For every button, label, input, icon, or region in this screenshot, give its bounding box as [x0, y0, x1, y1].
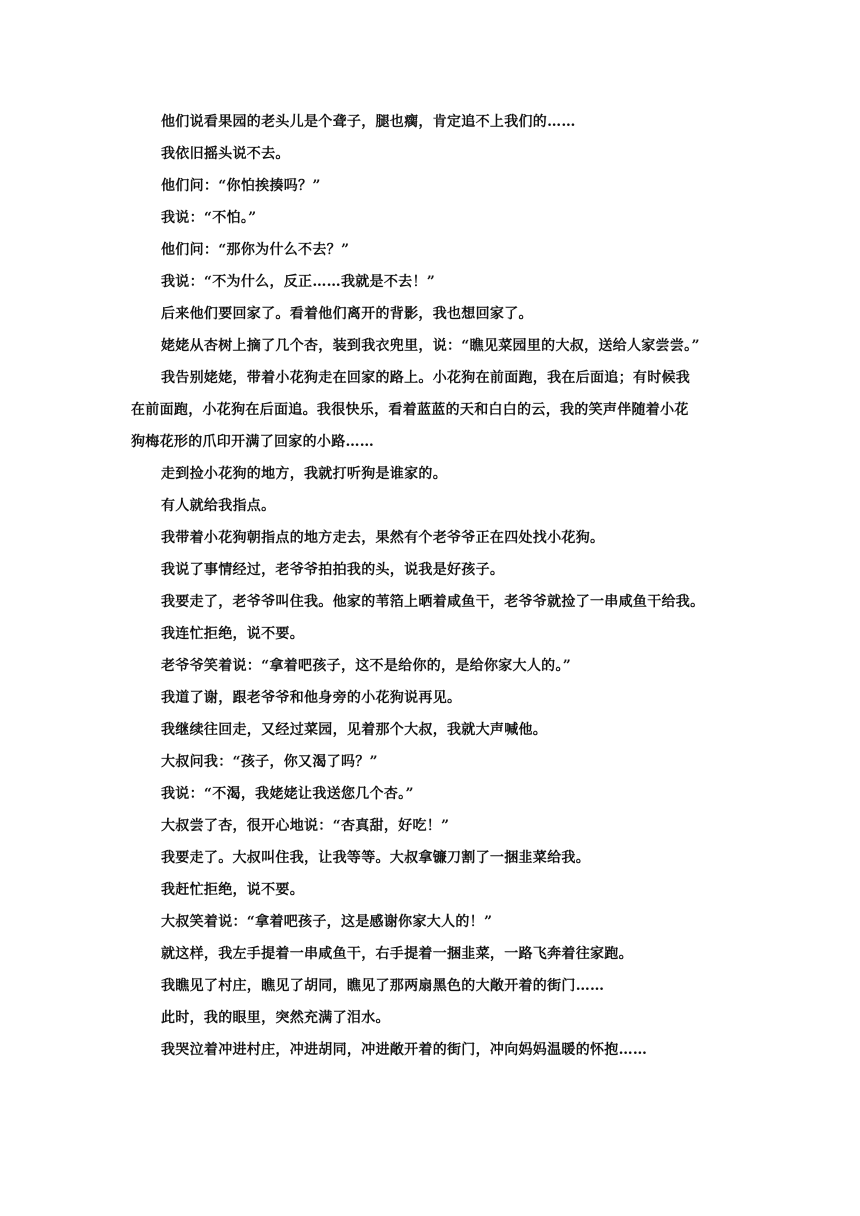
- paragraph: 我依旧摇头说不去。: [161, 146, 290, 162]
- paragraph: 大叔问我：“孩子，你又渴了吗？”: [161, 754, 378, 770]
- paragraph: 走到捡小花狗的地方，我就打听狗是谁家的。: [161, 466, 447, 482]
- paragraph: 后来他们要回家了。看着他们离开的背影，我也想回家了。: [161, 306, 533, 322]
- paragraph-line: 狗梅花形的爪印开满了回家的小路……: [131, 434, 375, 450]
- paragraph: 我继续往回走，又经过菜园，见着那个大叔，我就大声喊他。: [161, 722, 548, 738]
- paragraph: 我连忙拒绝，说不要。: [161, 626, 304, 642]
- paragraph-multiline: [131, 362, 736, 458]
- paragraph: 他们说看果园的老头儿是个聋子，腿也瘸，肯定追不上我们的……: [161, 114, 576, 130]
- paragraph: 他们问：“你怕挨揍吗？”: [161, 178, 321, 194]
- paragraph: 我哭泣着冲进村庄，冲进胡同，冲进敞开着的街门，冲向妈妈温暖的怀抱……: [161, 1042, 648, 1058]
- paragraph: 我要走了。大叔叫住我，让我等等。大叔拿镰刀割了一捆韭菜给我。: [161, 850, 590, 866]
- paragraph: 我赶忙拒绝，说不要。: [161, 882, 304, 898]
- paragraph-line: 我告别姥姥，带着小花狗走在回家的路上。小花狗在前面跑，我在后面追；有时候我: [161, 370, 691, 386]
- paragraph-line: 在前面跑，小花狗在后面追。我很快乐，看着蓝蓝的天和白白的云，我的笑声伴随着小花: [131, 402, 689, 418]
- paragraph: 我说：“不为什么，反正……我就是不去！”: [161, 274, 436, 290]
- paragraph: 我道了谢，跟老爷爷和他身旁的小花狗说再见。: [161, 690, 462, 706]
- paragraph: 我说了事情经过，老爷爷拍拍我的头，说我是好孩子。: [161, 562, 505, 578]
- paragraph: 有人就给我指点。: [161, 498, 276, 514]
- paragraph: 我说：“不怕。”: [161, 210, 257, 226]
- paragraph: 我带着小花狗朝指点的地方走去，果然有个老爷爷正在四处找小花狗。: [161, 530, 605, 546]
- paragraph: 此时，我的眼里，突然充满了泪水。: [161, 1010, 390, 1026]
- paragraph: 大叔笑着说：“拿着吧孩子，这是感谢你家大人的！”: [161, 914, 493, 930]
- paragraph: 我要走了，老爷爷叫住我。他家的苇箔上晒着咸鱼干，老爷爷就捡了一串咸鱼干给我。: [161, 594, 705, 610]
- paragraph: 就这样，我左手提着一串咸鱼干，右手提着一捆韭菜，一路飞奔着往家跑。: [161, 946, 633, 962]
- paragraph: 姥姥从杏树上摘了几个杏，装到我衣兜里，说：“瞧见菜园里的大叔，送给人家尝尝。”: [161, 338, 700, 354]
- paragraph: 他们问：“那你为什么不去？”: [161, 242, 350, 258]
- story-text-body: [131, 106, 736, 1066]
- paragraph: 老爷爷笑着说：“拿着吧孩子，这不是给你的，是给你家大人的。”: [161, 658, 572, 674]
- paragraph: 我瞧见了村庄，瞧见了胡同，瞧见了那两扇黑色的大敞开着的街门……: [161, 978, 605, 994]
- paragraph: 我说：“不渴，我姥姥让我送您几个杏。”: [161, 786, 414, 802]
- paragraph: 大叔尝了杏，很开心地说：“杏真甜，好吃！”: [161, 818, 450, 834]
